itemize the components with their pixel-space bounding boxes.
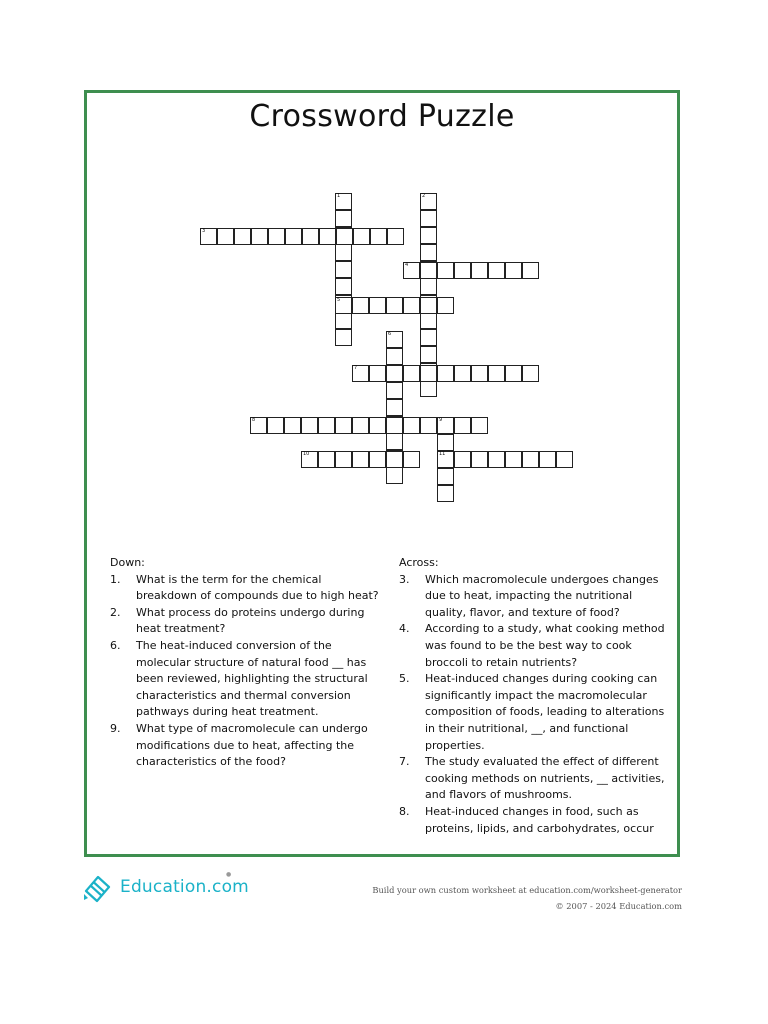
crossword-cell[interactable] <box>420 262 437 279</box>
crossword-cell[interactable] <box>369 417 386 434</box>
clue-across-8 <box>399 804 671 837</box>
crossword-cell[interactable] <box>302 228 319 245</box>
clue-across-7 <box>399 754 671 804</box>
education-logo[interactable] <box>82 870 249 904</box>
crossword-cell[interactable] <box>335 244 352 261</box>
footer-info <box>372 882 682 914</box>
crossword-cell[interactable] <box>386 417 403 434</box>
pencil-logo-icon <box>82 870 116 904</box>
across-clues <box>399 555 671 837</box>
crossword-cell[interactable] <box>234 228 251 245</box>
crossword-cell[interactable] <box>403 417 420 434</box>
crossword-cell[interactable] <box>403 451 420 468</box>
crossword-cell[interactable] <box>335 451 352 468</box>
crossword-cell[interactable] <box>420 417 437 434</box>
clue-across-3 <box>399 572 671 622</box>
clue-text: According to a study, what cooking method was found to be the best way to cook broccoli to retain nutrients? <box>425 622 665 669</box>
cell-number: 9 <box>439 417 443 423</box>
crossword-cell[interactable] <box>471 451 488 468</box>
clue-text: The heat-induced conversion of the molecular structure of natural food __ has been reviewed, highlighting the structural characteristics and thermal conversion pathways during heat treatment. <box>136 638 368 719</box>
crossword-cell[interactable] <box>268 228 285 245</box>
cell-number: 5 <box>337 297 341 303</box>
crossword-cell[interactable] <box>335 297 352 314</box>
crossword-cell[interactable] <box>505 451 522 468</box>
cell-number: 2 <box>422 193 426 199</box>
crossword-cell[interactable] <box>319 228 336 245</box>
crossword-cell[interactable] <box>386 399 403 416</box>
clue-text: Which macromolecule undergoes changes due to heat, impacting the nutritional quality, flavor, and texture of food? <box>425 572 659 619</box>
clue-across-4 <box>399 621 671 671</box>
down-heading: Down: <box>110 556 145 569</box>
clue-down-1 <box>110 572 380 605</box>
crossword-cell[interactable] <box>437 365 454 382</box>
crossword-cell[interactable] <box>437 297 454 314</box>
crossword-cell[interactable] <box>420 365 437 382</box>
crossword-cell[interactable] <box>386 382 403 399</box>
crossword-cell[interactable] <box>420 193 437 210</box>
crossword-cell[interactable] <box>301 451 318 468</box>
crossword-cell[interactable] <box>386 348 403 365</box>
crossword-cell[interactable] <box>353 228 370 245</box>
cell-number: 11 <box>439 451 446 457</box>
clue-text: The study evaluated the effect of different cooking methods on nutrients, __ activities, and flavors of mushrooms. <box>425 755 665 802</box>
crossword-cell[interactable] <box>386 365 403 382</box>
crossword-cell[interactable] <box>386 451 403 468</box>
crossword-cell[interactable] <box>471 365 488 382</box>
cell-number: 4 <box>405 262 409 268</box>
brand-name: Education.com <box>120 877 249 897</box>
crossword-cell[interactable] <box>420 297 437 314</box>
crossword-cell[interactable] <box>335 210 352 227</box>
crossword-cell[interactable] <box>437 485 454 502</box>
clue-number: 8. <box>399 804 410 818</box>
crossword-cell[interactable] <box>420 244 437 261</box>
crossword-cell[interactable] <box>318 451 335 468</box>
crossword-cell[interactable] <box>336 228 353 245</box>
clue-number: 6. <box>110 638 121 652</box>
crossword-cell[interactable] <box>335 278 352 295</box>
crossword-cell[interactable] <box>352 365 369 382</box>
crossword-cell[interactable] <box>369 365 386 382</box>
crossword-cell[interactable] <box>369 297 386 314</box>
crossword-cell[interactable] <box>352 451 369 468</box>
crossword-cell[interactable] <box>251 228 268 245</box>
crossword-cell[interactable] <box>522 365 539 382</box>
across-heading: Across: <box>399 556 439 569</box>
crossword-cell[interactable] <box>403 297 420 314</box>
page-title: Crossword Puzzle <box>249 99 515 134</box>
clue-text: What is the term for the chemical breakdown of compounds due to high heat? <box>136 572 379 603</box>
crossword-cell[interactable] <box>437 451 454 468</box>
worksheet-frame <box>84 90 680 857</box>
crossword-cell[interactable] <box>539 451 556 468</box>
clue-number: 9. <box>110 721 121 735</box>
clue-down-2 <box>110 605 380 638</box>
crossword-cell[interactable] <box>522 262 539 279</box>
crossword-cell[interactable] <box>250 417 267 434</box>
crossword-cell[interactable] <box>403 365 420 382</box>
crossword-cell[interactable] <box>420 346 437 363</box>
crossword-cell[interactable] <box>420 312 437 329</box>
worksheet-tagline[interactable]: Build your own custom worksheet at education.com/worksheet-generator <box>372 885 682 895</box>
down-clues <box>110 555 380 771</box>
cell-number: 3 <box>202 228 206 234</box>
crossword-cell[interactable] <box>301 417 318 434</box>
clue-number: 3. <box>399 572 410 586</box>
crossword-cell[interactable] <box>267 417 284 434</box>
crossword-cell[interactable] <box>318 417 335 434</box>
crossword-grid <box>87 93 677 533</box>
crossword-cell[interactable] <box>335 312 352 329</box>
crossword-cell[interactable] <box>454 451 471 468</box>
clue-text: Heat-induced changes in food, such as proteins, lipids, and carbohydrates, occur <box>425 804 654 835</box>
clue-number: 1. <box>110 572 121 586</box>
cell-number: 6 <box>388 331 392 337</box>
clue-text: What type of macromolecule can undergo modifications due to heat, affecting the characteristics of the food? <box>136 721 368 769</box>
crossword-cell[interactable] <box>403 262 420 279</box>
crossword-cell[interactable] <box>335 261 352 278</box>
crossword-cell[interactable] <box>335 329 352 346</box>
crossword-cell[interactable] <box>420 329 437 346</box>
crossword-cell[interactable] <box>420 227 437 244</box>
crossword-cell[interactable] <box>335 417 352 434</box>
crossword-cell[interactable] <box>370 228 387 245</box>
clue-down-9 <box>110 721 380 771</box>
crossword-cell[interactable] <box>437 434 454 451</box>
cell-number: 1 <box>337 193 341 199</box>
crossword-cell[interactable] <box>505 262 522 279</box>
crossword-cell[interactable] <box>420 210 437 227</box>
crossword-cell[interactable] <box>471 262 488 279</box>
crossword-cell[interactable] <box>217 228 234 245</box>
crossword-cell[interactable] <box>437 417 454 434</box>
crossword-cell[interactable] <box>488 365 505 382</box>
crossword-cell[interactable] <box>386 433 403 450</box>
cell-number: 8 <box>252 417 256 423</box>
clue-across-5 <box>399 671 671 754</box>
clue-text: What process do proteins undergo during heat treatment? <box>136 605 365 636</box>
trademark-dot: ● <box>226 871 232 878</box>
crossword-cell[interactable] <box>471 417 488 434</box>
copyright: © 2007 - 2024 Education.com <box>555 901 682 911</box>
clue-down-6 <box>110 638 380 721</box>
clue-number: 2. <box>110 605 121 619</box>
crossword-cell[interactable] <box>454 262 471 279</box>
crossword-cell[interactable] <box>488 262 505 279</box>
crossword-cell[interactable] <box>437 262 454 279</box>
crossword-cell[interactable] <box>386 297 403 314</box>
cell-number: 10 <box>303 451 310 457</box>
crossword-cell[interactable] <box>200 228 217 245</box>
crossword-cell[interactable] <box>387 228 404 245</box>
crossword-cell[interactable] <box>454 417 471 434</box>
crossword-cell[interactable] <box>488 451 505 468</box>
crossword-cell[interactable] <box>420 380 437 397</box>
crossword-cell[interactable] <box>335 193 352 210</box>
clue-number: 7. <box>399 755 410 769</box>
crossword-cell[interactable] <box>386 467 403 484</box>
crossword-cell[interactable] <box>352 297 369 314</box>
crossword-cell[interactable] <box>386 331 403 348</box>
crossword-cell[interactable] <box>352 417 369 434</box>
clue-number: 4. <box>399 622 410 636</box>
crossword-cell[interactable] <box>369 451 386 468</box>
crossword-cell[interactable] <box>285 228 302 245</box>
crossword-cell[interactable] <box>284 417 301 434</box>
clue-text: Heat-induced changes during cooking can significantly impact the macromolecular composition of foods, leading to alterations in their nutritional, __, and functional properties. <box>425 672 665 752</box>
clue-number: 5. <box>399 672 410 686</box>
crossword-cell[interactable] <box>522 451 539 468</box>
crossword-cell[interactable] <box>505 365 522 382</box>
crossword-cell[interactable] <box>556 451 573 468</box>
crossword-cell[interactable] <box>437 468 454 485</box>
cell-number: 7 <box>354 365 358 371</box>
crossword-cell[interactable] <box>454 365 471 382</box>
crossword-cell[interactable] <box>420 278 437 295</box>
